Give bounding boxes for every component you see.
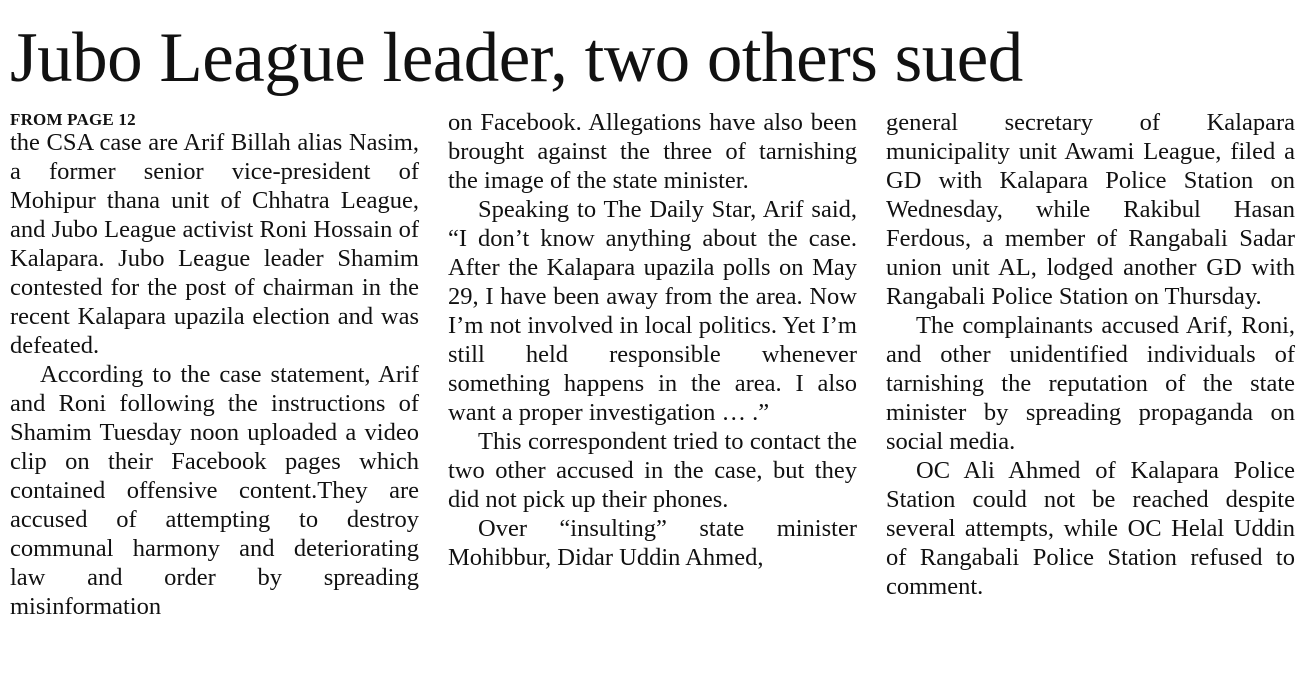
paragraph: general secretary of Kalapara municipality unit Awami League, filed a GD with Kalapara Police Station on Wednesday, while Rakibul Hasan Ferdous, a member of Rangabali Sadar union unit AL, lodged another GD with Rangabali Police Station on Thursday.	[886, 109, 1295, 310]
article-column-1	[10, 110, 419, 621]
paragraph: According to the case statement, Arif and Roni following the instructions of Shamim Tuesday noon uploaded a video clip on their Facebook pages which contained offensive content.They are accused of attempting to destroy communal harmony and deteriorating law and order by spreading misinformation	[10, 361, 419, 620]
paragraph: Over “insulting” state minister Mohibbur, Didar Uddin Ahmed,	[448, 515, 857, 571]
article-column-2	[448, 108, 857, 572]
continuation-kicker: FROM PAGE 12	[10, 110, 136, 129]
paragraph: on Facebook. Allegations have also been brought against the three of tarnishing the image of the state minister.	[448, 109, 857, 194]
paragraph: the CSA case are Arif Billah alias Nasim, a former senior vice-president of Mohipur thana unit of Chhatra League, and Jubo League activist Roni Hossain of Kalapara. Jubo League leader Shamim contested for the post of chairman in the recent Kalapara upazila election and was defeated.	[10, 129, 419, 359]
paragraph: OC Ali Ahmed of Kalapara Police Station could not be reached despite several attempts, while OC Helal Uddin of Rangabali Police Station refused to comment.	[886, 457, 1295, 600]
paragraph: The complainants accused Arif, Roni, and other unidentified individuals of tarnishing the reputation of the state minister by spreading propaganda on social media.	[886, 312, 1295, 455]
paragraph: Speaking to The Daily Star, Arif said, “I don’t know anything about the case. After the Kalapara upazila polls on May 29, I have been away from the area. Now I’m not involved in local politics. Yet I’m still held responsible whenever something happens in the area. I also want a proper investigation … .”	[448, 196, 857, 426]
article-column-3	[886, 108, 1295, 601]
paragraph: This correspondent tried to contact the two other accused in the case, but they did not pick up their phones.	[448, 428, 857, 513]
headline: Jubo League leader, two others sued	[10, 19, 1023, 97]
